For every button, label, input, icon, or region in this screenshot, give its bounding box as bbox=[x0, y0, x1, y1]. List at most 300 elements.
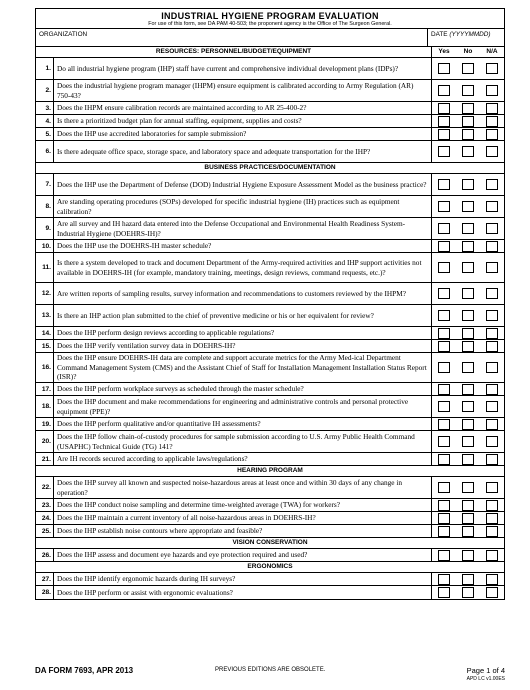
question-row bbox=[36, 80, 504, 102]
na-checkbox[interactable] bbox=[486, 328, 498, 339]
question-text: Does the IHP ensure DOEHRS-IH data are complete and support accurate metrics for the Army Med-ical Department Command Management System (CMS) and the Assistant Chief of Staff for Installation Management Installation Status Report (ISR)? bbox=[54, 353, 432, 382]
yes-checkbox[interactable] bbox=[438, 419, 450, 430]
question-number: 12. bbox=[36, 283, 54, 304]
answer-cell bbox=[432, 383, 456, 395]
yes-checkbox[interactable] bbox=[438, 513, 450, 524]
no-checkbox[interactable] bbox=[462, 179, 474, 190]
yes-checkbox[interactable] bbox=[438, 341, 450, 352]
no-checkbox[interactable] bbox=[462, 419, 474, 430]
answer-cell bbox=[432, 58, 456, 79]
page-number: Page 1 of 4 bbox=[466, 666, 505, 675]
form-footer bbox=[35, 666, 505, 686]
no-checkbox[interactable] bbox=[462, 241, 474, 252]
answer-cell bbox=[456, 102, 480, 114]
na-checkbox[interactable] bbox=[486, 436, 498, 447]
question-row bbox=[36, 196, 504, 218]
section-header bbox=[36, 562, 504, 573]
answer-cell bbox=[432, 305, 456, 326]
question-text: Does the IHP identify ergonomic hazards during IH surveys? bbox=[54, 573, 432, 585]
yes-checkbox[interactable] bbox=[438, 201, 450, 212]
na-checkbox[interactable] bbox=[486, 401, 498, 412]
answer-cell bbox=[480, 102, 504, 114]
question-row bbox=[36, 477, 504, 499]
question-row bbox=[36, 218, 504, 240]
answer-cell bbox=[456, 58, 480, 79]
answer-cells bbox=[432, 196, 504, 217]
section-title: RESOURCES: PERSONNEL/BUDGET/EQUIPMENT bbox=[36, 47, 432, 57]
answer-cell bbox=[480, 283, 504, 304]
answer-cell bbox=[432, 340, 456, 352]
question-row bbox=[36, 327, 504, 340]
yes-checkbox[interactable] bbox=[438, 526, 450, 537]
answer-cell bbox=[456, 80, 480, 101]
question-number: 6. bbox=[36, 141, 54, 162]
no-checkbox[interactable] bbox=[462, 103, 474, 114]
question-number: 18. bbox=[36, 396, 54, 417]
question-number: 9. bbox=[36, 218, 54, 239]
yes-checkbox[interactable] bbox=[438, 401, 450, 412]
answer-cell bbox=[480, 80, 504, 101]
na-checkbox[interactable] bbox=[486, 384, 498, 395]
section-title: VISION CONSERVATION bbox=[232, 539, 308, 546]
question-number: 1. bbox=[36, 58, 54, 79]
answer-column-headers bbox=[432, 47, 504, 57]
yes-checkbox[interactable] bbox=[438, 384, 450, 395]
section-title: HEARING PROGRAM bbox=[237, 467, 303, 474]
question-text: Are all survey and IH hazard data entered into the Defense Occupational and Environmental Health Readiness System-Industrial Hygiene (DOEHRS-IH)? bbox=[54, 218, 432, 239]
answer-cell bbox=[456, 340, 480, 352]
answer-cells bbox=[432, 327, 504, 339]
answer-cell bbox=[456, 196, 480, 217]
question-row bbox=[36, 240, 504, 253]
question-text: Do all industrial hygiene program (IHP) staff have current and comprehensive individual development plans (IDPs)? bbox=[54, 58, 432, 79]
yes-checkbox[interactable] bbox=[438, 116, 450, 127]
answer-cell bbox=[480, 353, 504, 382]
question-number: 28. bbox=[36, 586, 54, 599]
answer-cell bbox=[432, 396, 456, 417]
answer-cells bbox=[432, 240, 504, 252]
answer-cells bbox=[432, 80, 504, 101]
na-checkbox[interactable] bbox=[486, 63, 498, 74]
answer-cell bbox=[480, 174, 504, 195]
answer-cell bbox=[432, 549, 456, 561]
question-row bbox=[36, 102, 504, 115]
yes-checkbox[interactable] bbox=[438, 587, 450, 598]
question-number: 2. bbox=[36, 80, 54, 101]
na-checkbox[interactable] bbox=[486, 179, 498, 190]
question-number: 16. bbox=[36, 353, 54, 382]
question-number: 4. bbox=[36, 115, 54, 127]
answer-cell bbox=[432, 525, 456, 537]
answer-cells bbox=[432, 418, 504, 430]
answer-cells bbox=[432, 586, 504, 599]
form-title: INDUSTRIAL HYGIENE PROGRAM EVALUATION bbox=[161, 11, 379, 21]
answer-cell bbox=[480, 305, 504, 326]
na-checkbox[interactable] bbox=[486, 103, 498, 114]
question-text: Is there adequate office space, storage space, and laboratory space and adequate transportation for the IHP? bbox=[54, 141, 432, 162]
question-row bbox=[36, 512, 504, 525]
no-checkbox[interactable] bbox=[462, 526, 474, 537]
column-header-no: No bbox=[463, 48, 473, 55]
answer-cell bbox=[456, 573, 480, 585]
answer-cell bbox=[456, 431, 480, 452]
answer-cell bbox=[480, 327, 504, 339]
answer-cell bbox=[480, 340, 504, 352]
question-text: Does the IHP perform qualitative and/or quantitative IH assessments? bbox=[54, 418, 432, 430]
question-text: Does the IHP verify ventilation survey data in DOEHRS-IH? bbox=[54, 340, 432, 352]
answer-cells bbox=[432, 477, 504, 498]
answer-cell bbox=[480, 240, 504, 252]
answer-cell bbox=[456, 453, 480, 465]
answer-cells bbox=[432, 499, 504, 511]
yes-checkbox[interactable] bbox=[438, 482, 450, 493]
answer-cell bbox=[480, 218, 504, 239]
answer-cell bbox=[432, 418, 456, 430]
answer-cell bbox=[480, 586, 504, 599]
answer-cell bbox=[432, 477, 456, 498]
na-checkbox[interactable] bbox=[486, 129, 498, 140]
answer-cell bbox=[456, 141, 480, 162]
section-title: ERGONOMICS bbox=[247, 563, 293, 570]
question-row bbox=[36, 573, 504, 586]
answer-cell bbox=[480, 573, 504, 585]
answer-cell bbox=[480, 253, 504, 282]
yes-checkbox[interactable] bbox=[438, 288, 450, 299]
question-number: 5. bbox=[36, 128, 54, 140]
yes-checkbox[interactable] bbox=[438, 500, 450, 511]
date-format: (YYYYMMDD) bbox=[449, 31, 491, 38]
question-number: 7. bbox=[36, 174, 54, 195]
question-text: Is there a system developed to track and document Department of the Army-required activities and IHP support activities not available in DOEHRS-IH (for example, mandatory training, meetings, design reviews, command requests, etc.)? bbox=[54, 253, 432, 282]
editions-note: PREVIOUS EDITIONS ARE OBSOLETE. bbox=[215, 667, 326, 673]
question-number: 26. bbox=[36, 549, 54, 561]
na-checkbox[interactable] bbox=[486, 587, 498, 598]
answer-cell bbox=[456, 240, 480, 252]
question-text: Does the industrial hygiene program manager (IHPM) ensure equipment is calibrated according to Army Regulation (AR) 750-43? bbox=[54, 80, 432, 101]
answer-cells bbox=[432, 174, 504, 195]
question-text: Does the IHP conduct noise sampling and determine time-weighted average (TWA) for workers? bbox=[54, 499, 432, 511]
question-row bbox=[36, 128, 504, 141]
question-number: 8. bbox=[36, 196, 54, 217]
na-checkbox[interactable] bbox=[486, 341, 498, 352]
question-text: Does the IHP use the DOEHRS-IH master schedule? bbox=[54, 240, 432, 252]
question-number: 21. bbox=[36, 453, 54, 465]
form-page bbox=[35, 8, 505, 600]
question-number: 17. bbox=[36, 383, 54, 395]
na-checkbox[interactable] bbox=[486, 526, 498, 537]
answer-cell bbox=[456, 353, 480, 382]
answer-cell bbox=[432, 253, 456, 282]
question-number: 25. bbox=[36, 525, 54, 537]
answer-cells bbox=[432, 512, 504, 524]
section-header bbox=[36, 47, 504, 58]
date-field[interactable] bbox=[428, 29, 504, 46]
question-number: 10. bbox=[36, 240, 54, 252]
question-row bbox=[36, 396, 504, 418]
question-text: Does the IHP assess and document eye hazards and eye protection required and used? bbox=[54, 549, 432, 561]
answer-cell bbox=[432, 431, 456, 452]
answer-cell bbox=[456, 477, 480, 498]
question-row bbox=[36, 383, 504, 396]
questions-body bbox=[36, 47, 504, 599]
yes-checkbox[interactable] bbox=[438, 310, 450, 321]
answer-cells bbox=[432, 102, 504, 114]
answer-cells bbox=[432, 453, 504, 465]
answer-cell bbox=[456, 525, 480, 537]
version-label: APD LC v1.00ES bbox=[466, 676, 505, 682]
question-row bbox=[36, 141, 504, 163]
question-row bbox=[36, 525, 504, 538]
question-number: 23. bbox=[36, 499, 54, 511]
question-number: 22. bbox=[36, 477, 54, 498]
no-checkbox[interactable] bbox=[462, 328, 474, 339]
answer-cell bbox=[432, 512, 456, 524]
question-text: Does the IHP document and make recommendations for engineering and administrative controls and personal protective equipment (PPE)? bbox=[54, 396, 432, 417]
no-checkbox[interactable] bbox=[462, 63, 474, 74]
question-text: Are IH records secured according to applicable laws/regulations? bbox=[54, 453, 432, 465]
yes-checkbox[interactable] bbox=[438, 223, 450, 234]
answer-cells bbox=[432, 305, 504, 326]
no-checkbox[interactable] bbox=[462, 146, 474, 157]
answer-cell bbox=[456, 586, 480, 599]
answer-cell bbox=[480, 396, 504, 417]
no-checkbox[interactable] bbox=[462, 288, 474, 299]
answer-cells bbox=[432, 353, 504, 382]
na-checkbox[interactable] bbox=[486, 241, 498, 252]
answer-cells bbox=[432, 340, 504, 352]
organization-label: ORGANIZATION bbox=[39, 31, 88, 38]
na-checkbox[interactable] bbox=[486, 574, 498, 585]
no-checkbox[interactable] bbox=[462, 116, 474, 127]
question-text: Does the IHP perform design reviews according to applicable regulations? bbox=[54, 327, 432, 339]
na-checkbox[interactable] bbox=[486, 201, 498, 212]
answer-cell bbox=[432, 141, 456, 162]
answer-cell bbox=[456, 218, 480, 239]
answer-cell bbox=[432, 573, 456, 585]
question-text: Does the IHP perform or assist with ergonomic evaluations? bbox=[54, 586, 432, 599]
yes-checkbox[interactable] bbox=[438, 179, 450, 190]
question-row bbox=[36, 453, 504, 466]
answer-cells bbox=[432, 58, 504, 79]
yes-checkbox[interactable] bbox=[438, 362, 450, 373]
yes-checkbox[interactable] bbox=[438, 436, 450, 447]
yes-checkbox[interactable] bbox=[438, 63, 450, 74]
question-row bbox=[36, 283, 504, 305]
answer-cell bbox=[480, 525, 504, 537]
question-row bbox=[36, 586, 504, 599]
answer-cell bbox=[432, 174, 456, 195]
no-checkbox[interactable] bbox=[462, 362, 474, 373]
answer-cell bbox=[480, 383, 504, 395]
no-checkbox[interactable] bbox=[462, 129, 474, 140]
yes-checkbox[interactable] bbox=[438, 454, 450, 465]
answer-cell bbox=[456, 499, 480, 511]
answer-cells bbox=[432, 128, 504, 140]
no-checkbox[interactable] bbox=[462, 482, 474, 493]
question-text: Are standing operating procedures (SOPs) developed for specific industrial hygiene (IH) practices such as equipment calibration? bbox=[54, 196, 432, 217]
na-checkbox[interactable] bbox=[486, 550, 498, 561]
no-checkbox[interactable] bbox=[462, 310, 474, 321]
answer-cell bbox=[456, 512, 480, 524]
question-row bbox=[36, 58, 504, 80]
section-header bbox=[36, 163, 504, 174]
answer-cell bbox=[456, 283, 480, 304]
form-header bbox=[36, 9, 504, 29]
question-row bbox=[36, 340, 504, 353]
date-label: DATE bbox=[431, 31, 448, 38]
answer-cells bbox=[432, 253, 504, 282]
question-row bbox=[36, 499, 504, 512]
no-checkbox[interactable] bbox=[462, 500, 474, 511]
question-number: 24. bbox=[36, 512, 54, 524]
no-checkbox[interactable] bbox=[462, 384, 474, 395]
yes-checkbox[interactable] bbox=[438, 241, 450, 252]
question-text: Does the IHP use accredited laboratories for sample submission? bbox=[54, 128, 432, 140]
answer-cell bbox=[480, 499, 504, 511]
na-checkbox[interactable] bbox=[486, 223, 498, 234]
na-checkbox[interactable] bbox=[486, 288, 498, 299]
answer-cell bbox=[480, 128, 504, 140]
na-checkbox[interactable] bbox=[486, 146, 498, 157]
question-text: Does the IHPM ensure calibration records are maintained according to AR 25-400-2? bbox=[54, 102, 432, 114]
answer-cell bbox=[480, 141, 504, 162]
question-text: Are written reports of sampling results, survey information and recommendations to customers reviewed by the IHPM? bbox=[54, 283, 432, 304]
na-checkbox[interactable] bbox=[486, 513, 498, 524]
answer-cells bbox=[432, 549, 504, 561]
answer-cell bbox=[456, 174, 480, 195]
answer-cell bbox=[432, 196, 456, 217]
question-row bbox=[36, 353, 504, 383]
answer-cell bbox=[456, 327, 480, 339]
no-checkbox[interactable] bbox=[462, 550, 474, 561]
answer-cells bbox=[432, 115, 504, 127]
na-checkbox[interactable] bbox=[486, 262, 498, 273]
question-text: Is there a prioritized budget plan for annual staffing, equipment, supplies and costs? bbox=[54, 115, 432, 127]
question-number: 19. bbox=[36, 418, 54, 430]
form-subtitle: For use of this form, see DA PAM 40-503; the proponent agency is the Office of The Surgeon General. bbox=[148, 21, 392, 27]
question-number: 14. bbox=[36, 327, 54, 339]
answer-cell bbox=[480, 453, 504, 465]
answer-cell bbox=[432, 453, 456, 465]
question-number: 3. bbox=[36, 102, 54, 114]
no-checkbox[interactable] bbox=[462, 85, 474, 96]
column-header-na: N/A bbox=[486, 48, 498, 55]
na-checkbox[interactable] bbox=[486, 362, 498, 373]
answer-cell bbox=[456, 383, 480, 395]
answer-cells bbox=[432, 525, 504, 537]
answer-cell bbox=[480, 115, 504, 127]
answer-cell bbox=[480, 58, 504, 79]
answer-cell bbox=[480, 418, 504, 430]
answer-cell bbox=[456, 396, 480, 417]
no-checkbox[interactable] bbox=[462, 401, 474, 412]
question-text: Is there an IHP action plan submitted to the chief of preventive medicine or his or her equivalent for review? bbox=[54, 305, 432, 326]
no-checkbox[interactable] bbox=[462, 262, 474, 273]
no-checkbox[interactable] bbox=[462, 341, 474, 352]
answer-cell bbox=[432, 128, 456, 140]
question-row bbox=[36, 174, 504, 196]
question-text: Does the IHP survey all known and suspected noise-hazardous areas at least once and within 30 days of any change in operation? bbox=[54, 477, 432, 498]
no-checkbox[interactable] bbox=[462, 201, 474, 212]
answer-cell bbox=[432, 80, 456, 101]
section-title: BUSINESS PRACTICES/DOCUMENTATION bbox=[204, 164, 336, 171]
no-checkbox[interactable] bbox=[462, 574, 474, 585]
question-text: Does the IHP follow chain-of-custody procedures for sample submission according to U.S. Army Public Health Command (USAPHC) Technical Guide (TG) 141? bbox=[54, 431, 432, 452]
answer-cell bbox=[456, 253, 480, 282]
question-number: 27. bbox=[36, 573, 54, 585]
answer-cell bbox=[480, 512, 504, 524]
na-checkbox[interactable] bbox=[486, 454, 498, 465]
yes-checkbox[interactable] bbox=[438, 129, 450, 140]
no-checkbox[interactable] bbox=[462, 436, 474, 447]
question-row bbox=[36, 305, 504, 327]
answer-cell bbox=[456, 128, 480, 140]
no-checkbox[interactable] bbox=[462, 454, 474, 465]
answer-cell bbox=[480, 431, 504, 452]
answer-cell bbox=[432, 499, 456, 511]
na-checkbox[interactable] bbox=[486, 116, 498, 127]
answer-cells bbox=[432, 383, 504, 395]
na-checkbox[interactable] bbox=[486, 500, 498, 511]
yes-checkbox[interactable] bbox=[438, 574, 450, 585]
no-checkbox[interactable] bbox=[462, 223, 474, 234]
answer-cell bbox=[432, 353, 456, 382]
question-row bbox=[36, 253, 504, 283]
question-number: 13. bbox=[36, 305, 54, 326]
section-header bbox=[36, 538, 504, 549]
yes-checkbox[interactable] bbox=[438, 328, 450, 339]
answer-cell bbox=[480, 549, 504, 561]
answer-cell bbox=[456, 418, 480, 430]
evaluation-form bbox=[35, 8, 505, 600]
yes-checkbox[interactable] bbox=[438, 262, 450, 273]
answer-cell bbox=[432, 327, 456, 339]
answer-cells bbox=[432, 396, 504, 417]
question-number: 11. bbox=[36, 253, 54, 282]
no-checkbox[interactable] bbox=[462, 587, 474, 598]
question-text: Does the IHP maintain a current inventory of all noise-hazardous areas in DOEHRS-IH? bbox=[54, 512, 432, 524]
answer-cell bbox=[432, 240, 456, 252]
answer-cell bbox=[432, 218, 456, 239]
question-text: Does the IHP perform workplace surveys as scheduled through the master schedule? bbox=[54, 383, 432, 395]
organization-field[interactable] bbox=[36, 29, 428, 46]
answer-cells bbox=[432, 283, 504, 304]
question-row bbox=[36, 418, 504, 431]
question-row bbox=[36, 115, 504, 128]
no-checkbox[interactable] bbox=[462, 513, 474, 524]
answer-cell bbox=[432, 586, 456, 599]
answer-cell bbox=[480, 477, 504, 498]
answer-cell bbox=[432, 102, 456, 114]
yes-checkbox[interactable] bbox=[438, 103, 450, 114]
question-text: Does the IHP establish noise contours where appropriate and feasible? bbox=[54, 525, 432, 537]
yes-checkbox[interactable] bbox=[438, 146, 450, 157]
answer-cell bbox=[432, 283, 456, 304]
answer-cells bbox=[432, 218, 504, 239]
organization-date-row bbox=[36, 29, 504, 47]
answer-cells bbox=[432, 573, 504, 585]
column-header-yes: Yes bbox=[438, 48, 450, 55]
question-row bbox=[36, 431, 504, 453]
answer-cell bbox=[456, 305, 480, 326]
yes-checkbox[interactable] bbox=[438, 550, 450, 561]
yes-checkbox[interactable] bbox=[438, 85, 450, 96]
na-checkbox[interactable] bbox=[486, 85, 498, 96]
na-checkbox[interactable] bbox=[486, 310, 498, 321]
answer-cell bbox=[456, 115, 480, 127]
na-checkbox[interactable] bbox=[486, 482, 498, 493]
na-checkbox[interactable] bbox=[486, 419, 498, 430]
